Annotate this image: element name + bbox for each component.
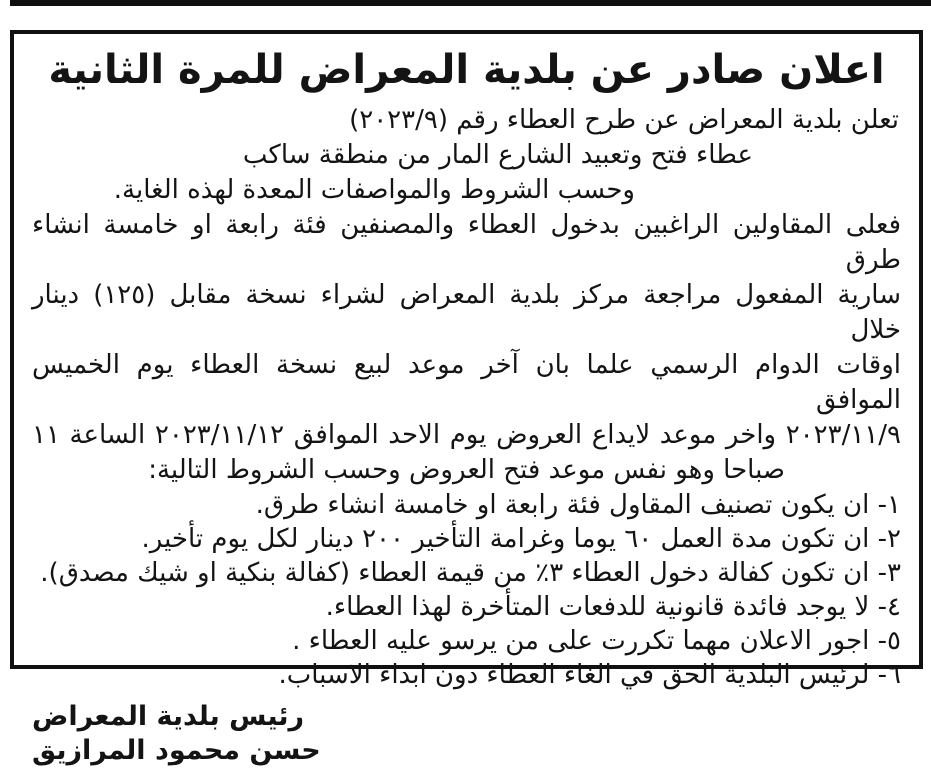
intro-line: وحسب الشروط والمواصفات المعدة لهذه الغاية.: [113, 175, 635, 205]
condition-item: ٥- اجور الاعلان مهما تكررت على من يرسو عليه العطاء .: [292, 626, 901, 656]
announcement-title: اعلان صادر عن بلدية المعراض للمرة الثانية: [48, 47, 885, 93]
body-line: ٢٠٢٣/١١/٩ واخر موعد لايداع العروض يوم الاحد الموافق ٢٠٢٣/١١/١٢ الساعة ١١: [32, 420, 901, 450]
body-line: سارية المفعول مراجعة مركز بلدية المعراض لشراء نسخة مقابل (١٢٥) دينار خلال: [32, 280, 901, 345]
condition-item: ٤- لا يوجد فائدة قانونية للدفعات المتأخرة لهذا العطاء.: [325, 592, 901, 622]
adjacent-ad-divider: [10, 0, 931, 6]
body-line: صباحا وهو نفس موعد فتح العروض وحسب الشروط التالية:: [148, 455, 785, 485]
condition-item: ٦- لرئيس البلدية الحق في الغاء العطاء دون ابداء الاسباب.: [278, 660, 901, 690]
signature-block: [32, 700, 901, 768]
condition-item: ١- ان يكون تصنيف المقاول فئة رابعة او خامسة انشاء طرق.: [255, 490, 901, 520]
body-line: اوقات الدوام الرسمي علما بان آخر موعد لبيع نسخة العطاء يوم الخميس الموافق: [32, 350, 901, 415]
condition-item: ٢- ان تكون مدة العمل ٦٠ يوما وغرامة التأخير ٢٠٠ دينار لكل يوم تأخير.: [141, 524, 901, 554]
body-line: فعلى المقاولين الراغبين بدخول العطاء والمصنفين فئة رابعة او خامسة انشاء طرق: [32, 210, 901, 275]
tender-announcement-box: [10, 30, 923, 766]
signer-title: رئيس بلدية المعراض: [32, 701, 305, 732]
condition-item: ٣- ان تكون كفالة دخول العطاء ٣٪ من قيمة العطاء (كفالة بنكية او شيك مصدق).: [40, 558, 901, 588]
intro-line: عطاء فتح وتعبيد الشارع المار من منطقة ساكب: [242, 140, 753, 170]
signer-name: حسن محمود المرازيق: [32, 735, 321, 766]
intro-line: تعلن بلدية المعراض عن طرح العطاء رقم (٢٠٢٣/٩): [349, 105, 899, 135]
